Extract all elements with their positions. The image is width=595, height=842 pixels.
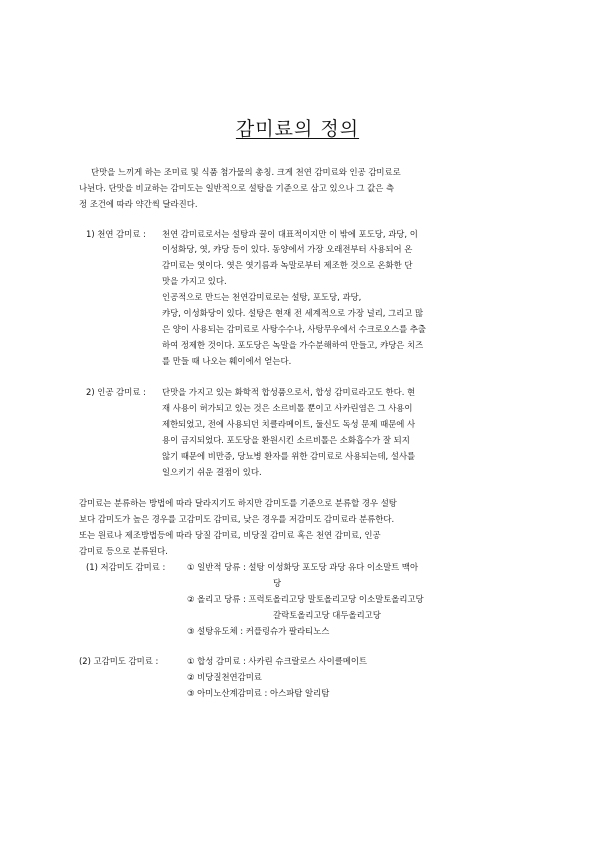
high-intensity-item: ① 합성 감미료 : 사카린 슈크랄로스 사이클메이트 xyxy=(187,656,368,666)
low-intensity-label: (1) 저감미도 감미료 : xyxy=(86,562,166,572)
natural-line: 캬당, 이성화당이 있다. 설탕은 현재 전 세계적으로 가장 널리, 그리고 많 xyxy=(162,308,424,318)
page-title: 감미료의 정의 xyxy=(235,118,360,140)
artificial-line: 용이 금지되었다. 포도당을 환원시킨 소르비톨은 소화흡수가 잘 되지 xyxy=(162,435,410,445)
classification-line: 감미료는 분류하는 방법에 따라 달라지기도 하지만 감미도를 기준으로 분류할 경우 설탕 xyxy=(79,498,397,508)
low-intensity-item-continuation: 당 xyxy=(273,578,282,588)
artificial-line: 일으키기 쉬운 결점이 있다. xyxy=(162,467,262,477)
intro-line: 단맛을 느끼게 하는 조미료 및 식품 첨가물의 총칭. 크게 천연 감미료와 인공 감미료로 xyxy=(91,167,401,177)
natural-line: 인공적으로 만드는 천연감미료로는 설탕, 포도당, 과당, xyxy=(162,292,362,302)
natural-line: 를 만들 때 나오는 훼이에서 얻는다. xyxy=(162,356,292,366)
natural-line: 이성화당, 엿, 캬당 등이 있다. 동양에서 가장 오래전부터 사용되어 온 xyxy=(162,244,413,254)
natural-line: 감미료는 엿이다. 엿은 엿기름과 녹말로부터 제조한 것으로 온화한 단 xyxy=(162,260,413,270)
classification-line: 또는 원료나 제조방법등에 따라 당질 감미료, 비당질 감미료 혹은 천연 감미료, 인공 xyxy=(79,530,381,540)
natural-line: 천연 감미료로서는 설탕과 꿀이 대표적이지만 이 밖에 포도당, 과당, 이 xyxy=(162,229,418,239)
low-intensity-item: ② 올리고 당류 : 프럭토올리고당 말토올리고당 이소말토올리고당 xyxy=(187,594,424,604)
natural-line: 하여 정제한 것이다. 포도당은 녹말을 가수분해하여 만들고, 캬당은 치즈 xyxy=(162,340,424,350)
intro-line: 나뉜다. 단맛을 비교하는 감미도는 일반적으로 설탕을 기준으로 삼고 있으나 그 값은 측 xyxy=(79,183,395,193)
classification-line: 감미료 등으로 분류된다. xyxy=(79,546,168,556)
low-intensity-item: ① 일반적 당류 : 설탕 이성화당 포도당 과당 유다 이소말트 맥아 xyxy=(187,562,419,572)
natural-line: 맛을 가지고 있다. xyxy=(162,276,227,286)
high-intensity-item: ③ 아미노산계감미료 : 아스파탐 알리탐 xyxy=(187,688,330,698)
low-intensity-item: ③ 설탕유도체 : 커플링슈가 팔라티노스 xyxy=(187,626,330,636)
high-intensity-label: (2) 고감미도 감미료 : xyxy=(79,656,159,666)
artificial-line: 단맛을 가지고 있는 화학적 합성품으로서, 합성 감미료라고도 한다. 현 xyxy=(162,387,416,397)
intro-line: 정 조건에 따라 약간씩 달라진다. xyxy=(79,199,198,209)
artificial-line: 재 사용이 허가되고 있는 것은 소르비톨 뿐이고 사카린염은 그 사용이 xyxy=(162,403,413,413)
artificial-line: 제한되었고, 전에 사용되던 치클라메이트, 둘신도 독성 문제 때문에 사 xyxy=(162,419,416,429)
artificial-line: 않기 때문에 비만증, 당뇨병 환자를 위한 감미료로 사용되는데, 설사를 xyxy=(162,451,416,461)
classification-line: 보다 감미도가 높은 경우를 고감미도 감미료, 낮은 경우를 저감미도 감미료라 분류한다. xyxy=(79,514,395,524)
artificial-sweetener-label: 2) 인공 감미료 : xyxy=(86,387,146,397)
low-intensity-item-continuation: 갈락토올리고당 대두올리고당 xyxy=(273,610,381,620)
natural-sweetener-label: 1) 천연 감미료 : xyxy=(86,229,146,239)
natural-line: 은 양이 사용되는 감미료로 사탕수수나, 사탕무우에서 수크로오스를 추출 xyxy=(162,324,427,334)
high-intensity-item: ② 비당질천연감미료 xyxy=(187,672,262,682)
